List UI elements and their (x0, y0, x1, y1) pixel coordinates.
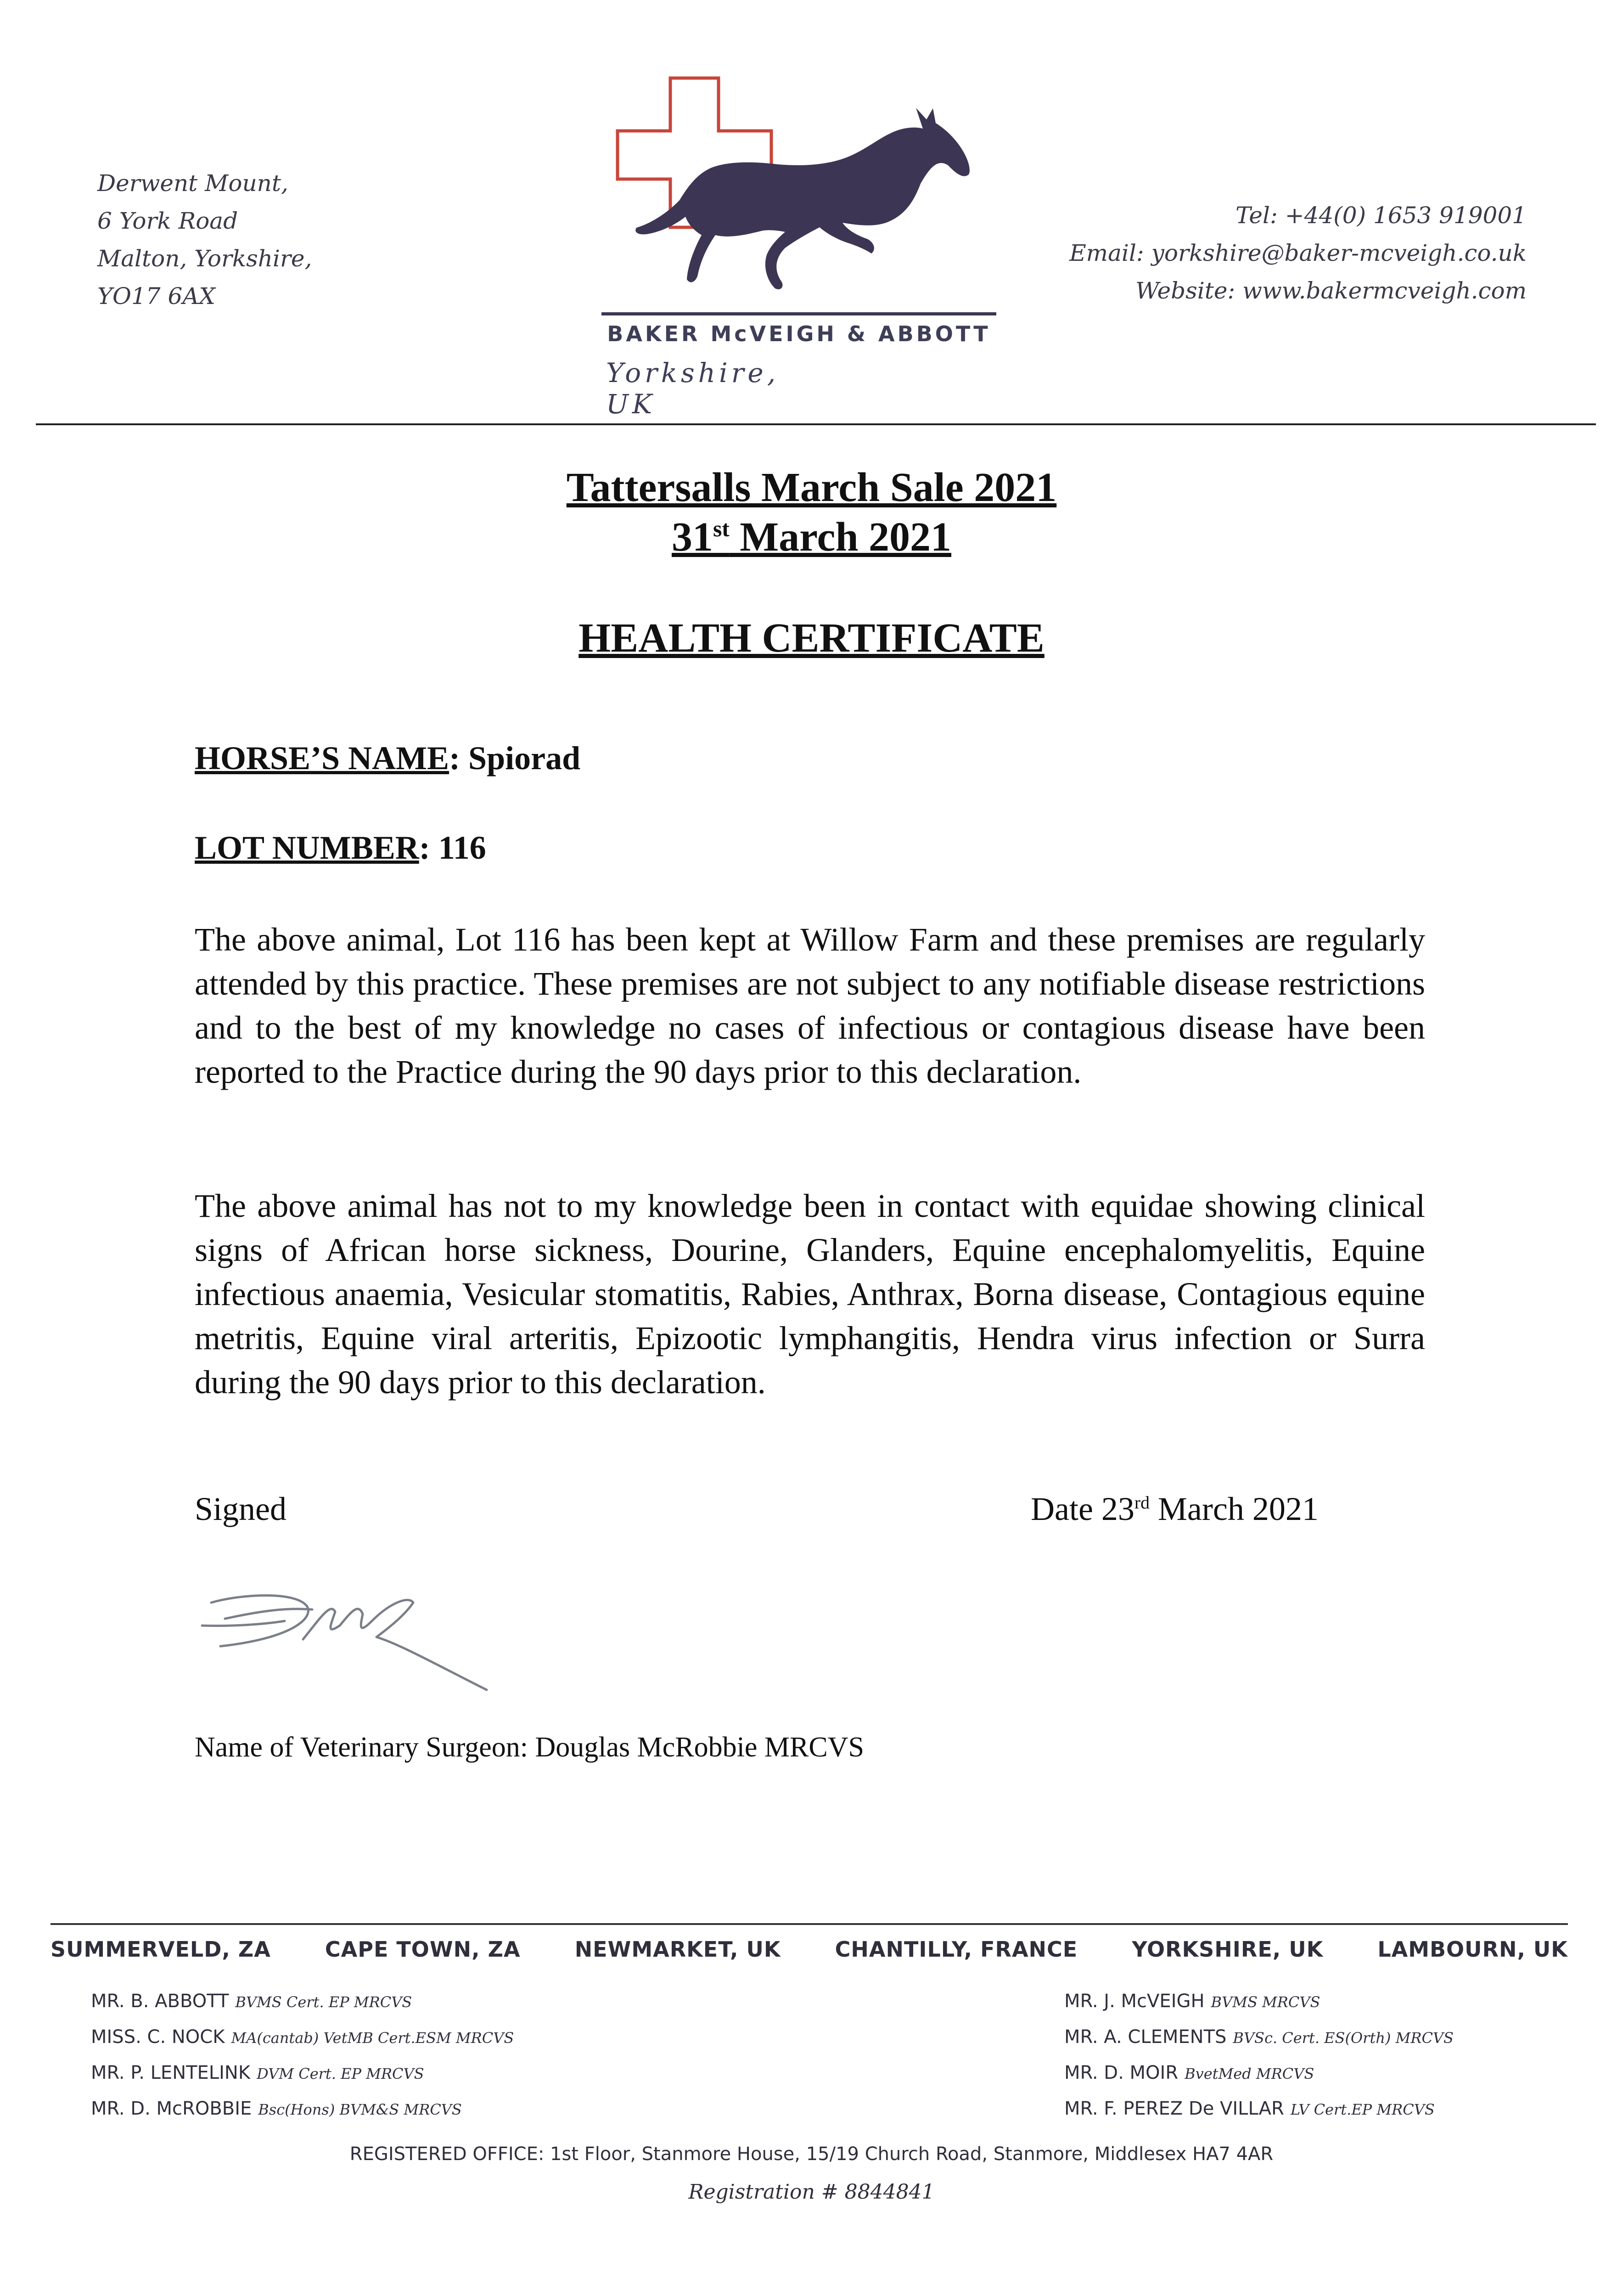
staff-name: MR. B. ABBOTT (91, 1991, 229, 2012)
address-line: YO17 6AX (97, 283, 216, 310)
address-line: 6 York Road (97, 208, 238, 234)
staff-qualifications: BvetMed MRCVS (1185, 2065, 1314, 2082)
signature-date-rest: March 2021 (1149, 1491, 1319, 1527)
location-item: CAPE TOWN, ZA (325, 1937, 521, 1962)
lot-number-value: : 116 (419, 829, 486, 866)
staff-entry (91, 2055, 514, 2091)
location-item: CHANTILLY, FRANCE (835, 1937, 1078, 1962)
practice-contact (1069, 197, 1527, 310)
staff-name: MR. F. PEREZ De VILLAR (1064, 2098, 1284, 2119)
staff-qualifications: BVSc. Cert. ES(Orth) MRCVS (1233, 2029, 1454, 2047)
horse-name-field (195, 739, 580, 777)
signature-date-suffix: rd (1134, 1492, 1150, 1513)
location-item: SUMMERVELD, ZA (51, 1937, 271, 1962)
sale-date-suffix: st (713, 516, 730, 541)
sale-date-day: 31 (671, 514, 713, 560)
registration-number: Registration # 8844841 (688, 2180, 935, 2204)
staff-entry (1064, 2020, 1454, 2055)
certificate-title: HEALTH CERTIFICATE (578, 615, 1045, 661)
signature-date-prefix: Date 23 (1031, 1491, 1134, 1527)
brand-location: Yorkshire, UK (606, 357, 780, 420)
address-line: Derwent Mount, (97, 170, 288, 197)
sale-date (0, 513, 1623, 561)
footer-locations (51, 1937, 1568, 1962)
staff-entry (1064, 2055, 1454, 2091)
staff-entry (1064, 2091, 1454, 2127)
staff-qualifications: Bsc(Hons) BVM&S MRCVS (258, 2101, 462, 2118)
staff-qualifications: BVMS Cert. EP MRCVS (235, 1993, 412, 2011)
lot-number-label: LOT NUMBER (195, 829, 419, 866)
staff-name: MR. D. MOIR (1064, 2062, 1179, 2083)
practice-address (97, 164, 312, 315)
staff-entry (91, 1984, 514, 2020)
signature-date (1031, 1490, 1319, 1528)
staff-qualifications: MA(cantab) VetMB Cert.ESM MRCVS (231, 2029, 514, 2047)
staff-name: MR. J. McVEIGH (1064, 1991, 1205, 2012)
contact-phone: Tel: +44(0) 1653 919001 (1235, 202, 1527, 229)
staff-name: MR. P. LENTELINK (91, 2062, 251, 2083)
location-item: NEWMARKET, UK (574, 1937, 781, 1962)
staff-qualifications: LV Cert.EP MRCVS (1290, 2101, 1435, 2118)
staff-list-left (91, 1984, 514, 2127)
staff-qualifications: DVM Cert. EP MRCVS (257, 2065, 424, 2082)
staff-qualifications: BVMS MRCVS (1211, 1993, 1320, 2011)
staff-name: MISS. C. NOCK (91, 2026, 225, 2048)
declaration-paragraph-diseases: The above animal has not to my knowledge been in contact with equidae showing clinical signs of African horse sickness, Dourine, Glanders, Equine encephalomyelitis, Equine infectious anaemia, Vesicular stomatitis, Rabies, Anthrax, Borna disease, Contagious equine metritis, Equine viral arteritis, Epizootic lymphangitis, Hendra virus infection or Surra during the 90 days prior to this declaration. (195, 1187, 1425, 1401)
declaration-paragraph-premises: The above animal, Lot 116 has been kept at Willow Farm and these premises are regularly attended by this practice. These premises are not subject to any notifiable disease restrictions and to the best of my knowledge no cases of infectious or contagious disease have been reported to the Practice during the 90 days prior to this declaration. (195, 921, 1425, 1090)
horse-icon (635, 108, 970, 289)
brand-name: BAKER McVEIGH & ABBOTT (607, 321, 991, 346)
signed-label: Signed (195, 1491, 287, 1527)
veterinary-surgeon-name: Name of Veterinary Surgeon: Douglas McRobbie MRCVS (195, 1732, 864, 1763)
sale-date-rest: March 2021 (729, 514, 952, 560)
staff-entry (91, 2020, 514, 2055)
location-item: YORKSHIRE, UK (1132, 1937, 1324, 1962)
staff-list-right (1064, 1984, 1454, 2127)
address-line: Malton, Yorkshire, (97, 245, 312, 272)
header-divider (36, 423, 1596, 425)
staff-name: MR. A. CLEMENTS (1064, 2026, 1227, 2048)
staff-name: MR. D. McROBBIE (91, 2098, 252, 2119)
contact-website: Website: www.bakermcveigh.com (1135, 277, 1527, 304)
registered-office: REGISTERED OFFICE: 1st Floor, Stanmore House, 15/19 Church Road, Stanmore, Middlesex HA7 4AR (349, 2144, 1274, 2165)
location-item: LAMBOURN, UK (1377, 1937, 1568, 1962)
horse-name-label: HORSE’S NAME (195, 740, 449, 777)
staff-entry (91, 2091, 514, 2127)
footer-divider (51, 1923, 1568, 1925)
horse-name-value: : Spiorad (449, 740, 581, 777)
handwritten-signature (193, 1575, 523, 1694)
contact-email: Email: yorkshire@baker-mcveigh.co.uk (1069, 240, 1527, 266)
staff-entry (1064, 1984, 1454, 2020)
sale-title: Tattersalls March Sale 2021 (566, 465, 1057, 510)
practice-logo-horse-cross-icon (592, 64, 1005, 340)
lot-number-field (195, 829, 486, 867)
